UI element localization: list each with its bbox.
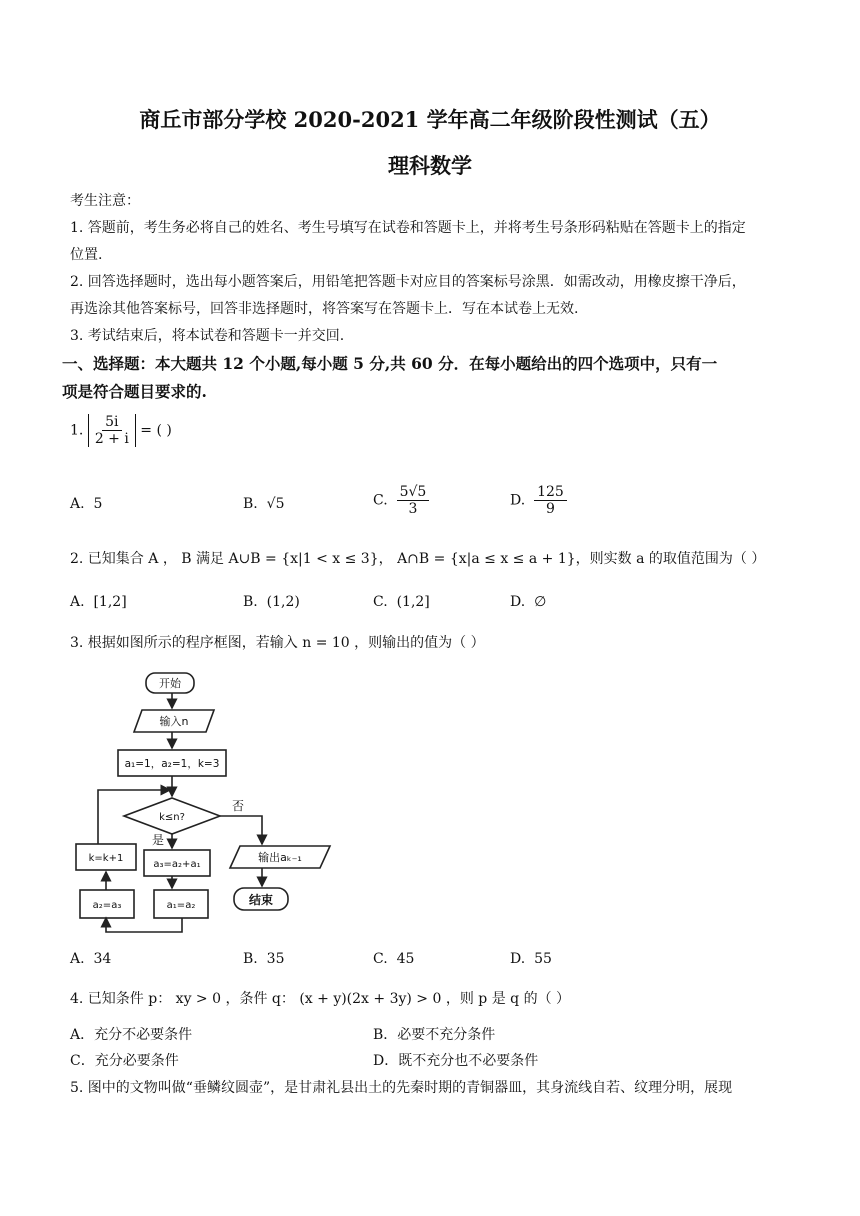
- section-heading-line2: 项是符合题目要求的.: [62, 382, 207, 401]
- question-2: 2. 已知集合 A ， B 满足 A∪B = {x|1 < x ≤ 3}， A∩B = {x|a ≤ x ≤ a + 1}，则实数 a 的取值范围为（ ）: [70, 551, 766, 567]
- flow-input-label: 输入n: [159, 715, 189, 728]
- option-value: (1,2): [266, 594, 300, 610]
- q2-option-d: [510, 594, 546, 610]
- q4-option-b: B．必要不充分条件: [373, 1027, 496, 1043]
- q3-option-d: [510, 951, 552, 967]
- option-denominator: 9: [546, 501, 555, 517]
- q1-option-b: [243, 496, 284, 512]
- flow-start-label: 开始: [159, 677, 181, 690]
- flow-end-label: 结束: [248, 893, 274, 907]
- q3-option-b: [243, 951, 284, 967]
- question-4: 4. 已知条件 p： xy > 0 ，条件 q： (x + y)(2x + 3y) > 0 ，则 p 是 q 的（ ）: [70, 991, 571, 1007]
- option-label: A.: [70, 496, 85, 512]
- option-value: ∅: [534, 594, 547, 610]
- flow-sum-label: a₃=a₂+a₁: [153, 859, 201, 870]
- flow-assign-a2-label: a₂=a₃: [92, 900, 122, 911]
- option-value: 5: [93, 496, 103, 512]
- option-label: C.: [373, 492, 388, 509]
- option-label: B.: [243, 496, 258, 512]
- q4-option-c: C．充分必要条件: [70, 1053, 179, 1069]
- page-subtitle: 理科数学: [388, 153, 472, 178]
- flow-init-label: a₁=1，a₂=1，k=3: [124, 758, 220, 770]
- flow-yes-label: 是: [151, 833, 165, 847]
- q1-option-c: [373, 484, 429, 517]
- q4-option-d: D．既不充分也不必要条件: [373, 1053, 539, 1069]
- q1-prefix: 1.: [70, 422, 84, 439]
- option-value: 35: [266, 951, 285, 967]
- option-numerator: 125: [534, 484, 567, 501]
- option-label: B.: [243, 951, 258, 967]
- option-value: 45: [396, 951, 415, 967]
- option-label: D.: [510, 951, 526, 967]
- q1-option-a: [70, 496, 102, 512]
- option-value: 55: [534, 951, 552, 967]
- question-3: 3. 根据如图所示的程序框图，若输入 n = 10 ，则输出的值为（ ）: [70, 635, 485, 651]
- option-label: D.: [510, 492, 526, 509]
- option-label: D.: [510, 594, 526, 610]
- flow-increment-label: k=k+1: [88, 853, 124, 864]
- notice-item-1a: 1. 答题前，考生务必将自己的姓名、考生号填写在试卷和答题卡上，并将考生号条形码粘贴在答题卡上的指定: [70, 220, 746, 236]
- option-label: A.: [70, 594, 85, 610]
- q1-option-d: [510, 484, 567, 517]
- notice-item-1b: 位置.: [70, 247, 103, 263]
- question-1: [70, 414, 172, 447]
- notice-item-2a: 2. 回答选择题时，选出每小题答案后，用铅笔把答题卡对应目的答案标号涂黑．如需改动，用橡皮擦干净后，: [70, 274, 746, 290]
- notice-item-3: 3. 考试结束后，将本试卷和答题卡一并交回.: [70, 328, 345, 344]
- q3-option-c: [373, 951, 414, 967]
- option-value: 34: [93, 951, 112, 967]
- option-denominator: 3: [408, 501, 418, 517]
- q2-option-a: [70, 594, 127, 610]
- flow-no-label: 否: [231, 799, 245, 813]
- question-5: 5. 图中的文物叫做“垂鳞纹圆壶”，是甘肃礼县出土的先秦时期的青铜器皿，其身流线自若、纹理分明，展现: [70, 1080, 733, 1096]
- q2-option-c: [373, 594, 430, 610]
- q1-numerator: 5i: [102, 414, 121, 431]
- option-label: A.: [70, 951, 85, 967]
- program-flowchart: [68, 666, 340, 942]
- q1-suffix: = ( ): [140, 422, 172, 439]
- q4-option-a: A．充分不必要条件: [70, 1027, 193, 1043]
- q1-abs-expression: [88, 414, 136, 447]
- flow-assign-a1-label: a₁=a₂: [166, 900, 196, 911]
- option-label: C.: [373, 951, 388, 967]
- flow-decision-label: k≤n?: [159, 812, 185, 823]
- q2-option-b: [243, 594, 300, 610]
- option-label: C.: [373, 594, 388, 610]
- option-value: √5: [266, 496, 285, 512]
- notice-heading: 考生注意：: [70, 193, 140, 209]
- option-label: B.: [243, 594, 258, 610]
- option-value: [1,2]: [93, 594, 127, 610]
- notice-item-2b: 再选涂其他答案标号，回答非选择题时，将答案写在答题卡上．写在本试卷上无效.: [70, 301, 579, 317]
- q3-option-a: [70, 951, 111, 967]
- q1-denominator: 2 + i: [94, 431, 129, 447]
- page-title: 商丘市部分学校 2020-2021 学年高二年级阶段性测试（五）: [139, 107, 721, 132]
- option-value: (1,2]: [396, 594, 430, 610]
- section-heading-line1: 一、选择题：本大题共 12 个小题,每小题 5 分,共 60 分．在每小题给出的四个选项中，只有一: [62, 354, 718, 373]
- flow-output-label: 输出aₖ₋₁: [258, 851, 302, 864]
- option-numerator: 5√5: [397, 484, 430, 501]
